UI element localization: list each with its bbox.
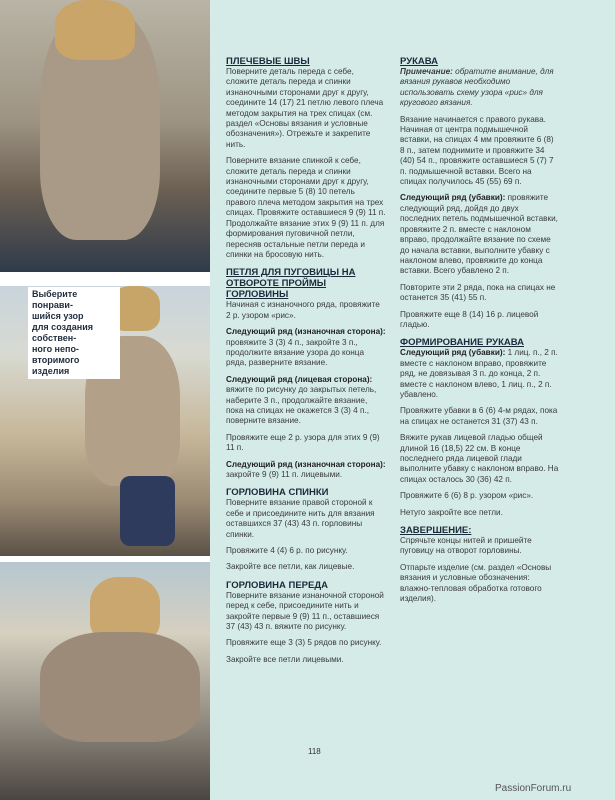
paragraph (226, 460, 386, 481)
row-label: Следующий ряд (убавки): (400, 193, 506, 203)
paragraph: Провяжите 6 (6) 8 р. узором «рис». (400, 491, 534, 501)
paragraph: Нетуго закройте все петли. (400, 507, 503, 517)
section-title: ЗАВЕРШЕНИЕ: (400, 525, 472, 537)
watermark: PassionForum.ru (495, 783, 572, 794)
row-text: вяжите по рисунку до закрытых петель, наберите 3 п., продолжайте вязание, пока на спицах не окажется 3 (3) 4 п., поверните вязание. (226, 385, 377, 426)
paragraph (400, 193, 560, 276)
paragraph (226, 327, 386, 369)
section-finishing (400, 525, 560, 604)
paragraph: Отпарьте изделие (см. раздел «Основы вязания и условные обозначения: влажно-тепловая обработка готового изделия). (400, 562, 552, 604)
paragraph: Вяжите рукав лицевой гладью общей длиной 16 (18,5) 22 см. В конце последнего ряда лицевой глади выполните убавку с наклоном вправо. На спицах осталось 30 (36) 42 п. (400, 433, 559, 484)
caption-text: Выберите понрави- шийся узор для создания собствен- ного непо- вторимого изделия (32, 289, 93, 376)
photo-caption (28, 287, 120, 379)
row-label: Следующий ряд (убавки): (400, 348, 506, 358)
paragraph: Провяжите еще 8 (14) 16 р. лицевой гладью. (400, 309, 539, 329)
paragraph: Поверните деталь переда с себе, сложите деталь переда и спинки изнаночными сторонами друг к другу, соедините 14 (17) 21 петлю левого плеча методом закрытия на трех спицах (см. раздел «Основы вязания и условные обозначения»). Отрежьте и закрепите нить. (226, 67, 384, 149)
right-column (400, 56, 560, 611)
boy-legs (120, 476, 175, 546)
row-label: Следующий ряд (изнаночная сторона): (226, 327, 386, 337)
paragraph: Поверните вязание правой стороной к себе и присоедините нить для вязания оставшихся 37 (43) 43 п. горловины спинки. (226, 498, 375, 539)
row-text: закройте 9 (9) 11 п. лицевыми. (226, 470, 343, 479)
left-column (226, 56, 386, 672)
paragraph: Провяжите еще 3 (3) 5 рядов по рисунку. (226, 638, 382, 648)
page-number: 118 (308, 747, 321, 756)
paragraph (226, 375, 386, 427)
section-button-loop (226, 267, 386, 480)
row-text: 1 лиц. п., 2 п. вместе с наклоном вправо, провяжите ряд, не довязывая 3 п. до конца, 2 п. вместе с наклоном влево, 1 лиц. п., 2 п. убавлено. (400, 348, 558, 399)
paragraph: Вязание начинается с правого рукава. Начиная от центра подмышечной вставки, на спицах 4 мм провяжите 6 (8) 8 п., затем поднимите и провяжите 34 (40) 54 п., провяжите оставшиеся 5 (7) 7 п. подмышечной вставки. Всего на спицах получилось 45 (55) 69 п. (400, 114, 554, 187)
section-title: ГОРЛОВИНА СПИНКИ (226, 487, 329, 499)
paragraph: Провяжите убавки в 6 (6) 4-м рядах, пока на спицах не останется 31 (37) 43 п. (400, 406, 558, 426)
paragraph (400, 348, 560, 400)
photo-column (0, 0, 210, 800)
note-label: Примечание: (400, 67, 453, 76)
row-text: провяжите следующий ряд, дойдя до двух последних петель подмышечной вставки, провяжите 2 п. вместе с наклоном вправо, продолжайте вязание по схеме до начала вставки, выполните убавку с наклоном влево, провяжите до конца вставки. Всего убавлено 2 п. (400, 193, 558, 276)
paragraph: Начиная с изнаночного ряда, провяжите 2 р. узором «рис». (226, 300, 380, 320)
section-sleeves (400, 56, 560, 330)
paragraph: Провяжите еще 2 р. узора для этих 9 (9) 11 п. (226, 432, 380, 453)
photo-boy-crawling (0, 562, 210, 800)
paragraph: Поверните вязание спинкой к себе, сложите деталь переда и спинки изнаночными сторонами друг к другу, соедините первые 5 (8) 10 петель правого плеча методом закрытия на трех спицах. Провяжите оставшиеся 9 (9) 11 п. Продолжайте вязание этих 9 (9) 11 п. для формирования пуговичной петли, пересняв остальные петли переда и спинки на бросовую нить. (226, 156, 386, 259)
section-sleeve-shaping (400, 337, 560, 518)
section-title: ПЛЕЧЕВЫЕ ШВЫ (226, 56, 310, 67)
row-label: Следующий ряд (изнаночная сторона): (226, 459, 386, 469)
paragraph: Провяжите 4 (4) 6 р. по рисунку. (226, 546, 348, 556)
row-label: Следующий ряд (лицевая сторона): (226, 374, 373, 384)
note-paragraph (400, 67, 560, 109)
section-title: ПЕТЛЯ ДЛЯ ПУГОВИЦЫ НА ОТВОРОТЕ ПРОЙМЫ ГОРЛОВИНЫ (226, 267, 356, 301)
paragraph: Повторите эти 2 ряда, пока на спицах не останется 35 (41) 55 п. (400, 282, 556, 303)
note-text: обратите внимание, для вязания рукавов необходимо использовать схему узора «рис» для кругового вязания. (400, 67, 554, 108)
photo-boy-climbing-rocks (0, 0, 210, 272)
paragraph: Закройте все петли лицевыми. (226, 654, 344, 664)
boy-hair (55, 0, 135, 60)
section-back-neckline (226, 487, 386, 572)
section-title: РУКАВА (400, 56, 439, 67)
section-title: ФОРМИРОВАНИЕ РУКАВА (400, 337, 524, 349)
section-front-neckline (226, 580, 386, 665)
paragraph: Поверните вязание изнаночной стороной перед к себе, присоедините нить и закройте первые 9 (9) 11 п., оставшиеся 37 (43) 43 п. вяжите по рисунку. (226, 590, 384, 632)
row-text: провяжите 3 (3) 4 п., закройте 3 п., продолжите вязание узора до конца ряда, разверните вязание. (226, 337, 365, 368)
boy-figure-3 (40, 632, 200, 742)
section-title: ГОРЛОВИНА ПЕРЕДА (226, 579, 328, 591)
paragraph: Спрячьте концы нитей и пришейте пуговицу на отворот горловины. (400, 536, 532, 556)
paragraph: Закройте все петли, как лицевые. (226, 562, 355, 572)
section-shoulder-seams (226, 56, 386, 260)
